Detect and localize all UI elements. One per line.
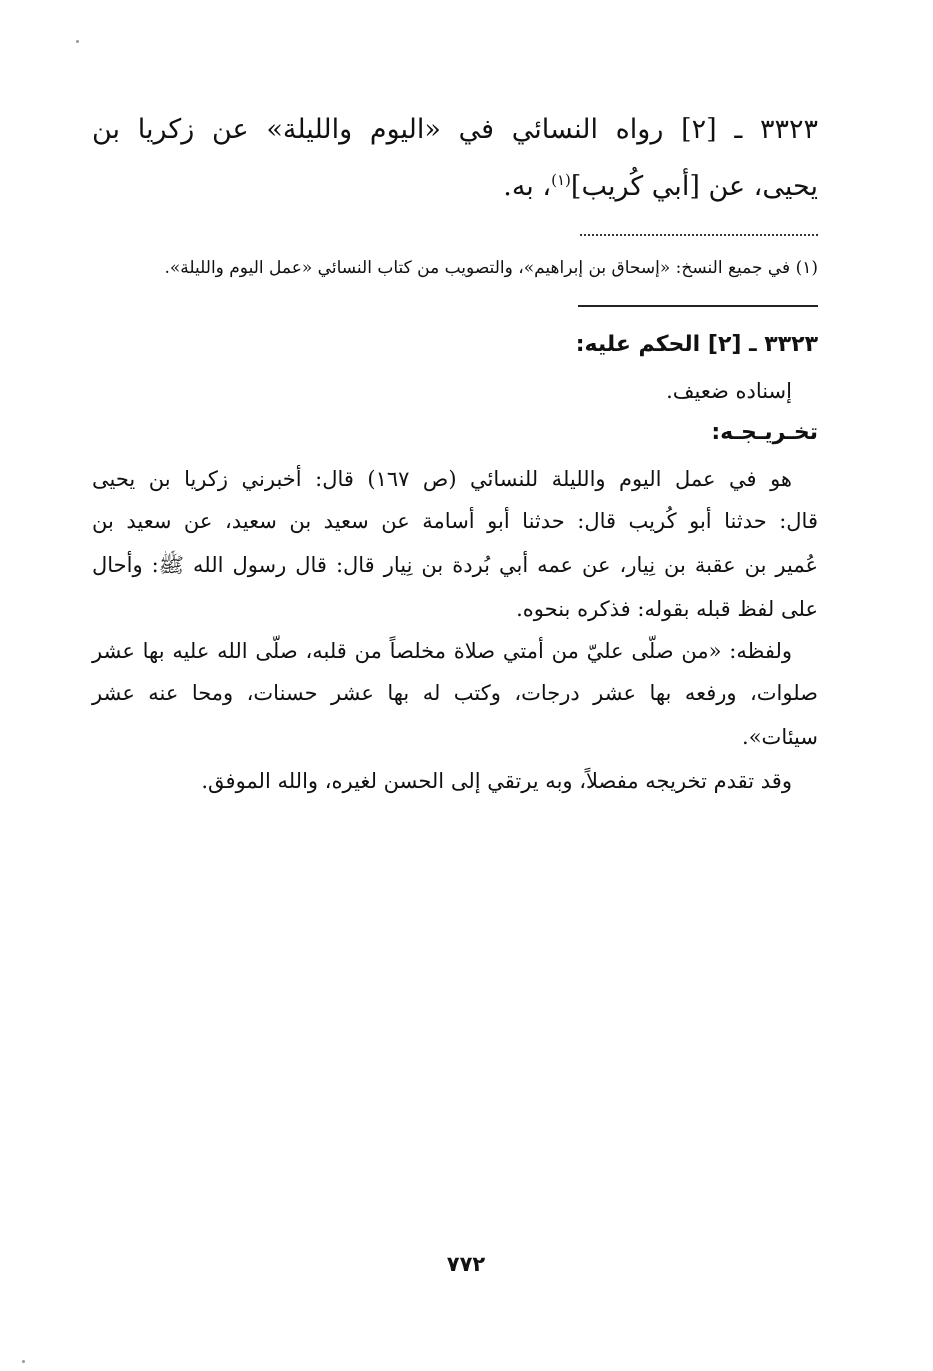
takhrij-p2-line-3: سيئات».	[742, 725, 818, 749]
takhrij-p3: وقد تقدم تخريجه مفصلاً، وبه يرتقي إلى الحسن لغيره، والله الموفق.	[201, 769, 792, 793]
takhrij-p1-line-3: عُمير بن عقبة بن نِيار، عن عمه أبي بُردة بن نِيار قال: قال رسول الله ﷺ: وأحال	[92, 553, 818, 577]
takhrij-p2-line-2: صلوات، ورفعه بها عشر درجات، وكتب له بها عشر حسنات، ومحا عنه عشر	[92, 681, 818, 705]
takhrij-p1-line-2: قال: حدثنا أبو كُريب قال: حدثنا أبو أسامة عن سعيد بن سعيد، عن سعيد بن	[92, 509, 818, 533]
takhrij-p1-line-1: هو في عمل اليوم والليلة للنسائي (ص ١٦٧) قال: أخبرني زكريا بن يحيى	[92, 467, 793, 491]
takhrij-p2-line-1: ولفظه: «من صلّى عليّ من أمتي صلاة مخلصاً من قلبه، صلّى الله عليه بها عشر	[92, 639, 792, 663]
page-number: ٧٧٢	[446, 1252, 486, 1276]
takhrij-p1-line-4: على لفظ قبله بقوله: فذكره بنحوه.	[516, 597, 818, 621]
ruling-heading: ٣٣٢٣ ـ [٢] الحكم عليه:	[575, 332, 818, 357]
ruling-text: إسناده ضعيف.	[666, 379, 792, 403]
entry-line-1: ٣٣٢٣ ـ [٢] رواه النسائي في «اليوم والليلة» عن زكريا بن	[92, 114, 818, 145]
footnote-reference: (١)	[551, 171, 571, 189]
entry-line-2-end: ، به.	[503, 171, 552, 202]
footnote-text: (١) في جميع النسخ: «إسحاق بن إبراهيم»، والتصويب من كتاب النسائي «عمل اليوم والليلة».	[164, 258, 818, 278]
scan-speck	[76, 40, 79, 43]
entry-line-2-main: يحيى، عن [أبي كُريب]	[570, 171, 818, 202]
takhrij-heading: تخـريـجـه:	[711, 420, 818, 445]
entry-line-2	[92, 162, 818, 205]
section-rule	[578, 305, 818, 307]
footnote-separator	[580, 234, 818, 236]
scan-speck	[22, 1360, 25, 1363]
